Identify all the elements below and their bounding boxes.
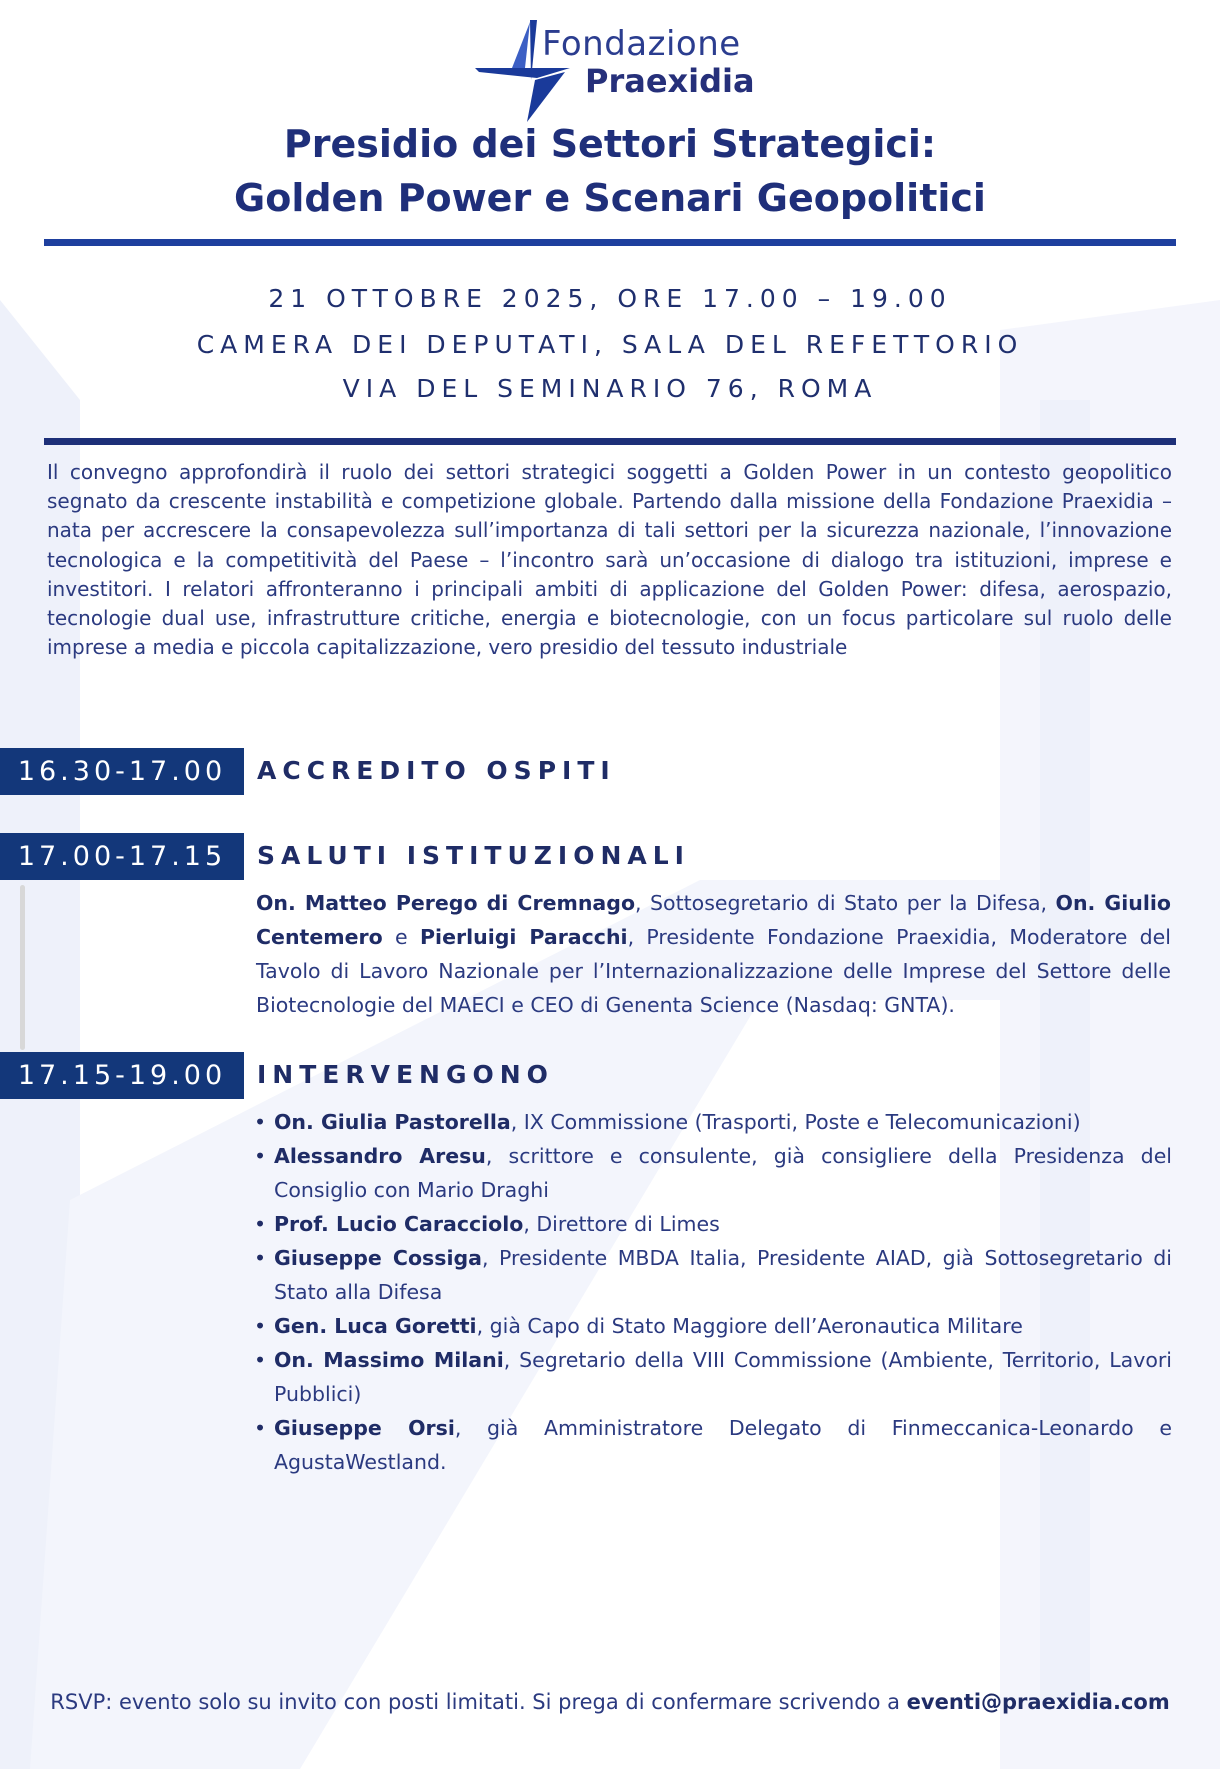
rsvp-text: RSVP: evento solo su invito con posti limitati. Si prega di confermare scrivendo a xyxy=(50,1690,907,1714)
time-badge-accredito: 16.30-17.00 xyxy=(0,748,244,795)
list-item xyxy=(254,1309,1172,1343)
speakers-list xyxy=(254,1105,1172,1479)
section-title-saluti: SALUTI ISTITUZIONALI xyxy=(257,841,690,870)
list-item xyxy=(254,1241,1172,1309)
saluti-paragraph xyxy=(256,886,1171,1022)
speaker-role: , Sottosegretario di Stato per la Difesa, xyxy=(635,891,1056,915)
speaker-name: On. Giulio Centemero xyxy=(256,891,1172,949)
event-address: VIA DEL SEMINARIO 76, ROMA xyxy=(342,374,878,403)
speaker-name: Alessandro Aresu xyxy=(274,1144,486,1168)
speaker-role: , Direttore di Limes xyxy=(523,1212,720,1236)
speaker-role: , già Amministratore Delegato di Finmeccanica-Leonardo e AgustaWestland. xyxy=(274,1416,1172,1474)
scrollbar[interactable] xyxy=(20,885,25,1050)
event-venue: CAMERA DEI DEPUTATI, SALA DEL REFETTORIO xyxy=(196,330,1024,359)
speaker-role: , Segretario della VIII Commissione (Ambiente, Territorio, Lavori Pubblici) xyxy=(274,1348,1172,1406)
speaker-role: , IX Commissione (Trasporti, Poste e Telecomunicazioni) xyxy=(510,1110,1081,1134)
separator-text: e xyxy=(382,925,421,949)
speaker-name: Giuseppe Cossiga xyxy=(274,1246,482,1270)
logo-text-fondazione: Fondazione xyxy=(542,24,741,64)
speaker-name: Gen. Luca Goretti xyxy=(274,1314,477,1338)
speaker-role: , Presidente MBDA Italia, Presidente AIAD, già Sottosegretario di Stato alla Difesa xyxy=(274,1246,1172,1304)
time-badge-saluti: 17.00-17.15 xyxy=(0,833,244,880)
speaker-name: On. Massimo Milani xyxy=(274,1348,504,1372)
speaker-name: Pierluigi Paracchi xyxy=(420,925,628,949)
list-item xyxy=(254,1139,1172,1207)
speaker-role: , scrittore e consulente, già consigliere della Presidenza del Consiglio con Mario Draghi xyxy=(274,1144,1172,1202)
speaker-name: On. Giulia Pastorella xyxy=(274,1110,511,1134)
section-title-intervengono: INTERVENGONO xyxy=(257,1060,554,1089)
list-item xyxy=(254,1411,1172,1479)
event-date-time: 21 OTTOBRE 2025, ORE 17.00 – 19.00 xyxy=(268,284,952,313)
page-title-line2: Golden Power e Scenari Geopolitici xyxy=(234,176,986,220)
intro-paragraph: Il convegno approfondirà il ruolo dei settori strategici soggetti a Golden Power in un contesto geopolitico segnato da crescente instabilità e competizione globale. Partendo dalla missione della Fondazione Praexidia – nata per accrescere la consapevolezza sull’importanza di tali settori per la sicurezza nazionale, l’innovazione tecnologica e la competitività del Paese – l’incontro sarà un’occasione di dialogo tra istituzioni, imprese e investitori. I relatori affronteranno i principali ambiti di applicazione del Golden Power: difesa, aerospazio, tecnologie dual use, infrastrutture critiche, energia e biotecnologie, con un focus particolare sul ruolo delle imprese a media e piccola capitalizzazione, vero presidio del tessuto industriale xyxy=(47,460,1172,660)
speaker-role: , Presidente Fondazione Praexidia, Moderatore del Tavolo di Lavoro Nazionale per l’Internazionalizzazione delle Imprese del Settore delle Biotecnologie del MAECI e CEO di Genenta Science (Nasdaq: GNTA). xyxy=(256,925,1171,1017)
rsvp-footer xyxy=(40,1690,1180,1714)
speaker-name: On. Matteo Perego di Cremnago xyxy=(256,891,636,915)
title-divider xyxy=(44,239,1176,246)
logo xyxy=(475,20,765,122)
list-item xyxy=(254,1105,1172,1139)
rsvp-email-link[interactable]: eventi@praexidia.com xyxy=(906,1690,1170,1714)
time-badge-intervengono: 17.15-19.00 xyxy=(0,1052,244,1099)
speaker-role: , già Capo di Stato Maggiore dell’Aeronautica Militare xyxy=(476,1314,1023,1338)
list-item xyxy=(254,1343,1172,1411)
page-title-line1: Presidio dei Settori Strategici: xyxy=(283,122,937,166)
list-item xyxy=(254,1207,1172,1241)
section-title-accredito: ACCREDITO OSPITI xyxy=(257,756,616,785)
speaker-name: Prof. Lucio Caracciolo xyxy=(274,1212,524,1236)
info-divider xyxy=(44,438,1176,445)
speaker-name: Giuseppe Orsi xyxy=(274,1416,455,1440)
logo-text-praexidia: Praexidia xyxy=(585,62,755,100)
